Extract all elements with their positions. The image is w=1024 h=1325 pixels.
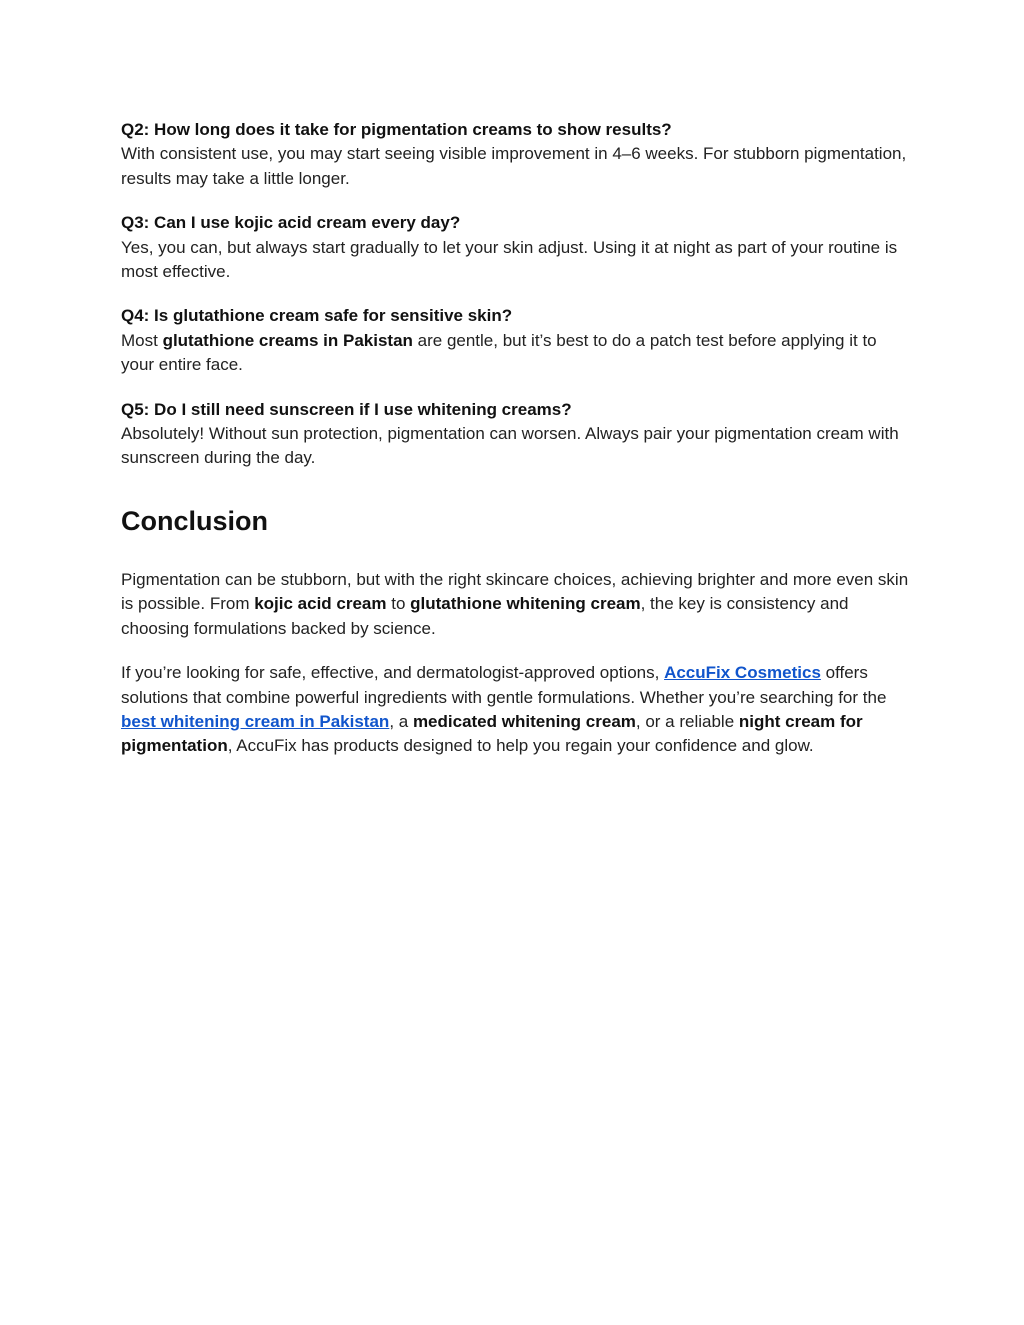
faq-answer: Yes, you can, but always start gradually to let your skin adjust. Using it at night as part of your routine is most effective.	[121, 237, 898, 282]
faq-question: Q2: How long does it take for pigmentation creams to show results?	[121, 120, 672, 139]
accufix-cosmetics-link[interactable]: AccuFix Cosmetics	[664, 663, 821, 683]
bold-text: night cream for pigmentation	[121, 711, 863, 756]
bold-text: glutathione whitening cream	[410, 594, 641, 614]
paragraph-text: , a	[389, 711, 413, 731]
answer-text: Most	[121, 330, 163, 350]
faq-item-q5	[121, 398, 911, 471]
paragraph-text: to	[386, 594, 411, 614]
faq-question: Q3: Can I use kojic acid cream every day?	[121, 213, 461, 233]
paragraph-text: If you’re looking for safe, effective, and dermatologist-approved options,	[121, 663, 665, 683]
faq-question: Q5: Do I still need sunscreen if I use whitening creams?	[121, 399, 572, 419]
paragraph-text: Pigmentation can be stubborn, but with the right skincare choices, achieving brighter and more even skin is possible. From	[121, 569, 909, 614]
faq-item-q3	[121, 211, 911, 284]
faq-item-q2	[121, 118, 911, 191]
faq-answer: With consistent use, you may start seeing visible improvement in 4–6 weeks. For stubborn pigmentation, results may take a little longer.	[121, 144, 907, 188]
paragraph-text: offers solutions that combine powerful ingredients with gentle formulations. Whether you’re searching for the	[121, 663, 887, 707]
answer-bold-text: glutathione creams in Pakistan	[162, 330, 413, 350]
best-whitening-cream-link[interactable]: best whitening cream in Pakistan	[121, 711, 390, 731]
conclusion-heading: Conclusion	[121, 505, 268, 536]
faq-answer	[121, 329, 911, 378]
faq-answer: Absolutely! Without sun protection, pigmentation can worsen. Always pair your pigmentation cream with sunscreen during the day.	[121, 424, 899, 468]
conclusion-paragraph-1	[121, 568, 911, 641]
conclusion-paragraph-2	[121, 661, 911, 759]
answer-text: are gentle, but it’s best to do a patch test before applying it to your entire face.	[121, 330, 877, 375]
document-page	[121, 118, 911, 779]
faq-question: Q4: Is glutathione cream safe for sensitive skin?	[121, 306, 513, 326]
paragraph-text: , or a reliable	[635, 711, 739, 731]
bold-text: medicated whitening cream	[412, 711, 636, 731]
paragraph-text: , the key is consistency and choosing formulations backed by science.	[121, 594, 849, 638]
faq-item-q4	[121, 304, 911, 377]
bold-text: kojic acid cream	[254, 594, 387, 614]
paragraph-text: , AccuFix has products designed to help you regain your confidence and glow.	[227, 736, 814, 756]
